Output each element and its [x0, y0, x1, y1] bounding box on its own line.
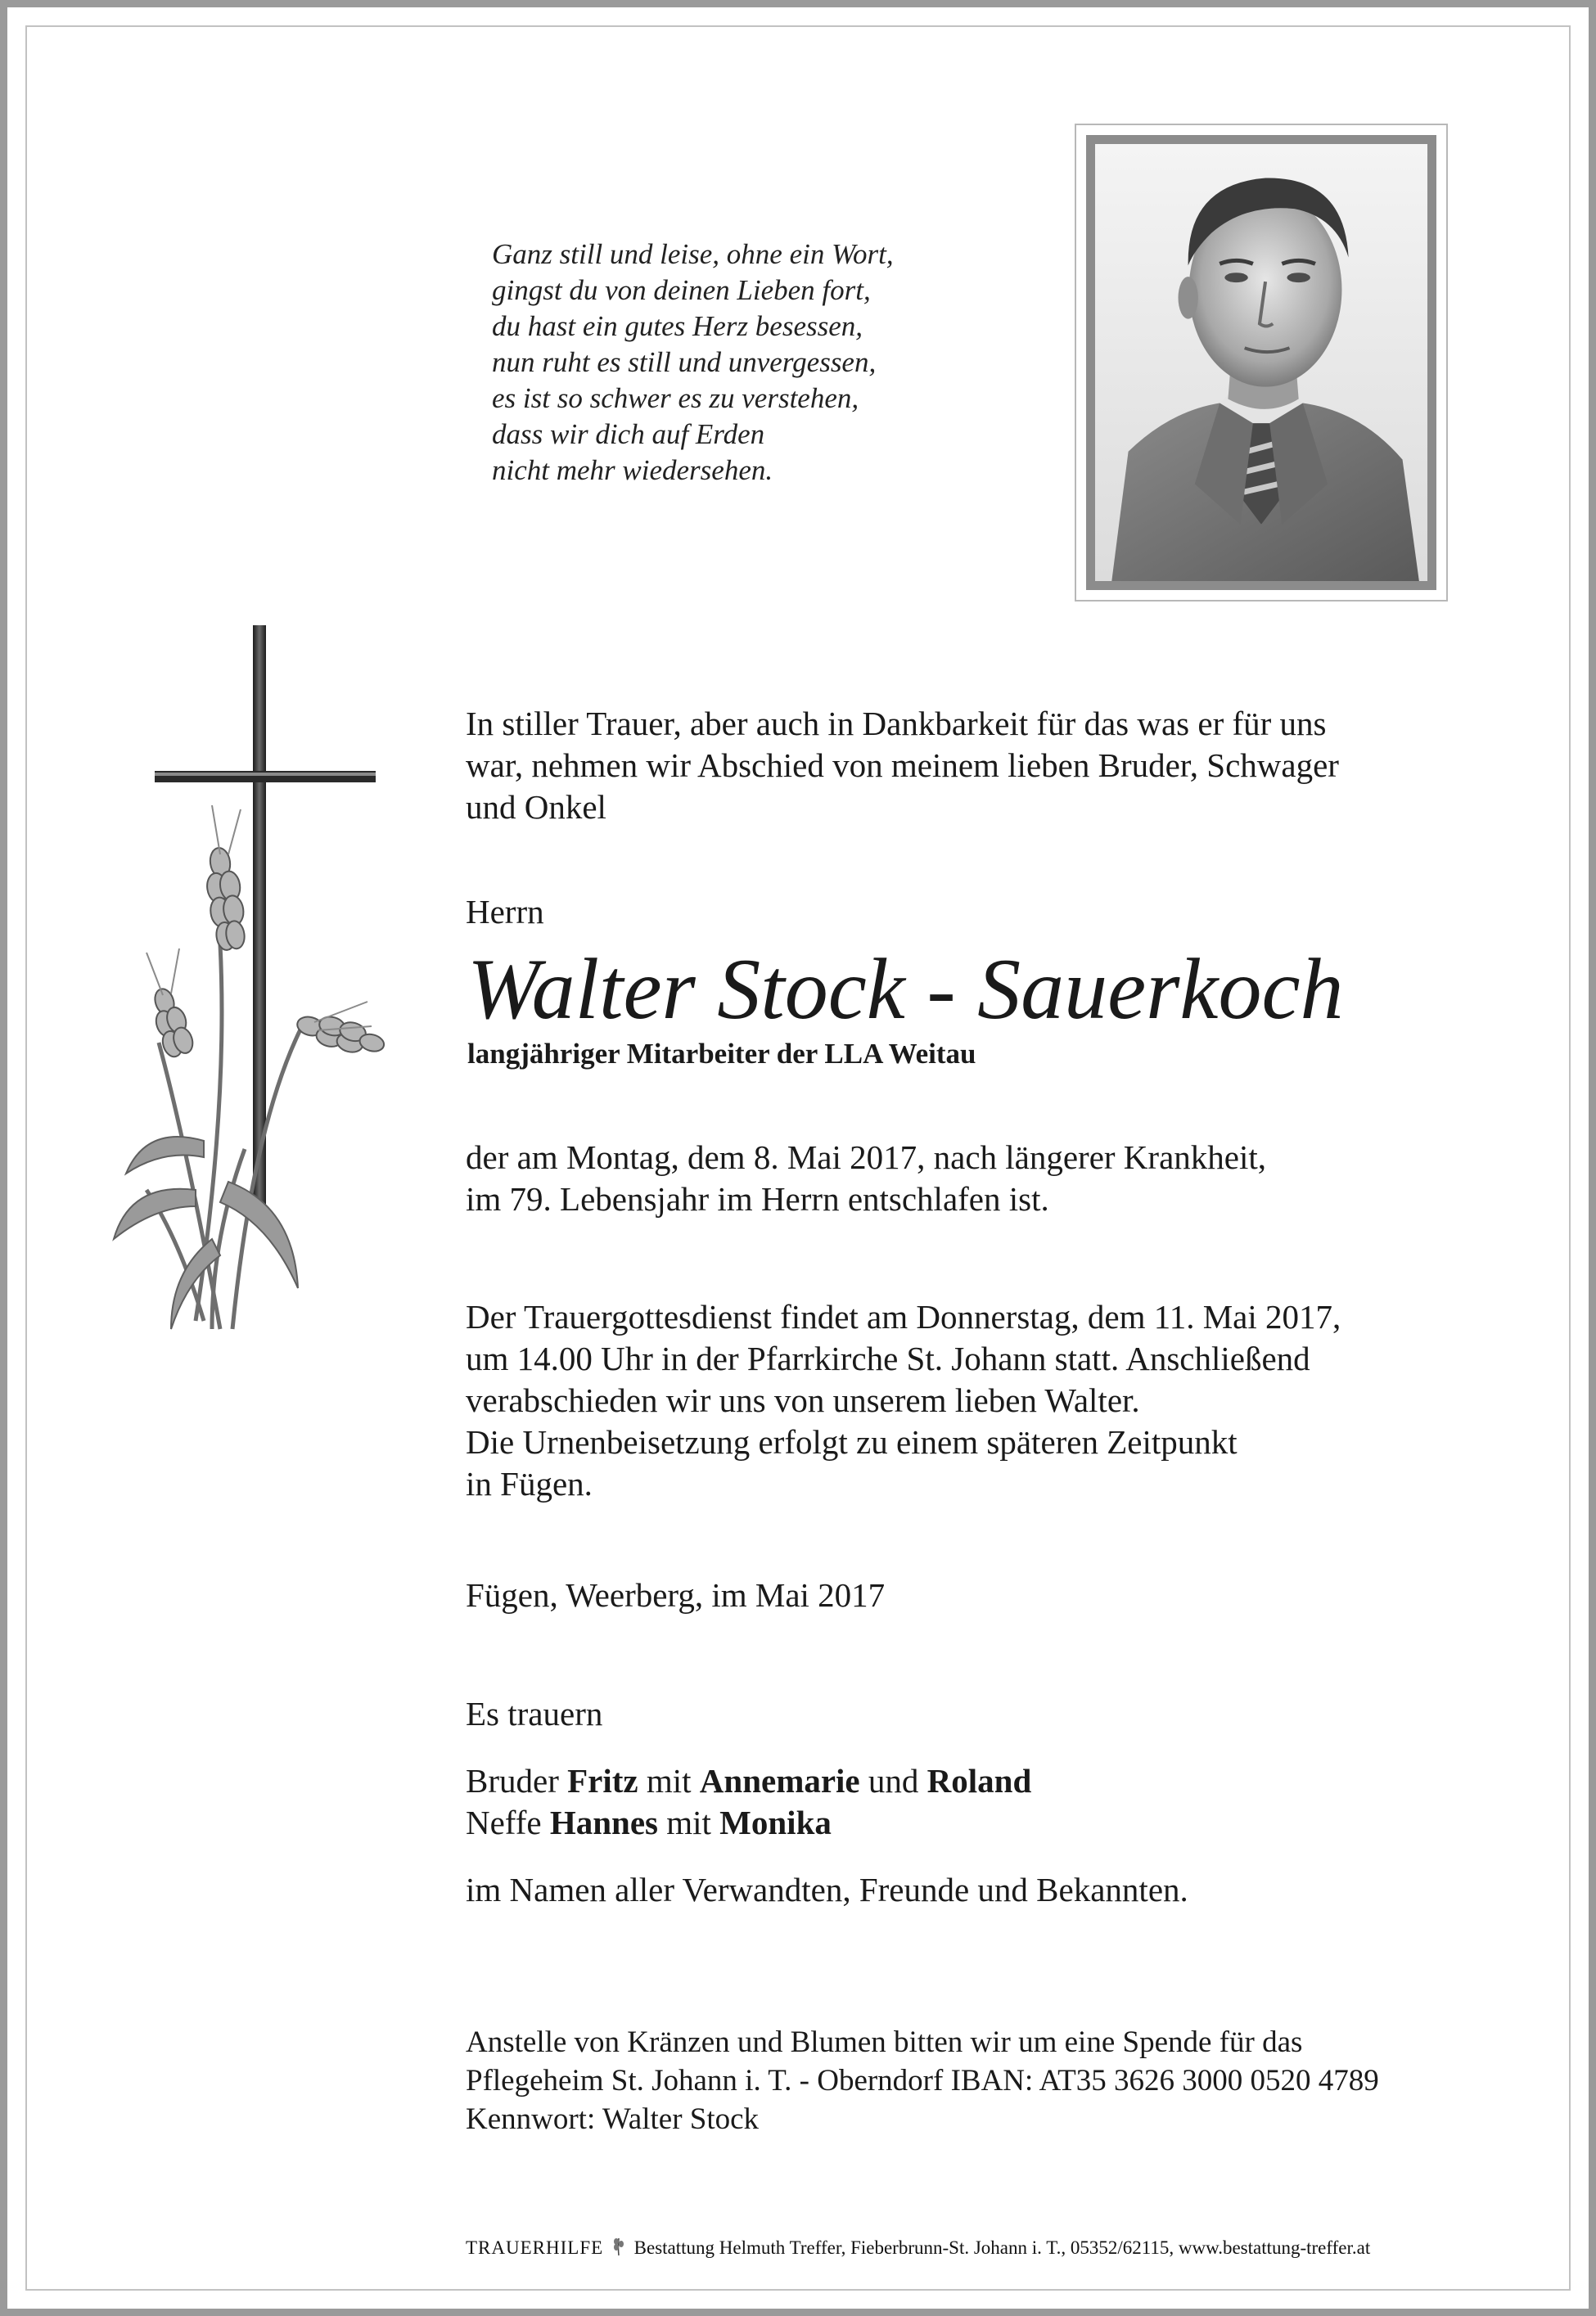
relation-text: Bruder — [466, 1762, 568, 1800]
mourner-name: Fritz — [567, 1762, 638, 1800]
service-line: Die Urnenbeisetzung erfolgt zu einem späteren Zeitpunkt — [466, 1423, 1238, 1461]
footer-brand: TRAUERHILFE — [466, 2237, 604, 2258]
poem-line: gingst du von deinen Lieben fort, — [492, 274, 871, 306]
intro-line: In stiller Trauer, aber auch in Dankbarkeit für das was er für uns — [466, 705, 1327, 742]
mourner-line — [466, 1760, 1031, 1802]
salutation: Herrn — [466, 893, 544, 930]
deceased-name: Walter Stock - Sauerkoch — [467, 941, 1344, 1037]
connector-text: mit — [638, 1762, 700, 1800]
death-notice — [466, 1137, 1266, 1220]
poem — [492, 237, 894, 489]
footer — [466, 2236, 1370, 2260]
donation-note — [466, 2023, 1379, 2138]
service-info — [466, 1296, 1341, 1505]
intro-text — [466, 703, 1339, 828]
footer-text: Bestattung Helmuth Treffer, Fieberbrunn-St. Johann i. T., 05352/62115, www.bestattung-treffer.at — [633, 2237, 1371, 2258]
portrait-photo-icon — [1095, 144, 1427, 581]
poem-line: nun ruht es still und unvergessen, — [492, 346, 877, 378]
donation-line: Kennwort: Walter Stock — [466, 2102, 760, 2136]
death-notice-line: im 79. Lebensjahr im Herrn entschlafen ist. — [466, 1180, 1049, 1218]
intro-line: und Onkel — [466, 788, 606, 826]
mourner-name: Roland — [926, 1762, 1032, 1800]
mourners-closing: im Namen aller Verwandten, Freunde und Bekannten. — [466, 1871, 1188, 1908]
service-line: Der Trauergottesdienst findet am Donnerstag, dem 11. Mai 2017, — [466, 1298, 1341, 1336]
death-notice-line: der am Montag, dem 8. Mai 2017, nach längerer Krankheit, — [466, 1138, 1266, 1176]
mourner-line — [466, 1802, 1031, 1844]
mourners-list — [466, 1760, 1031, 1844]
mourner-name: Hannes — [549, 1804, 658, 1841]
service-line: in Fügen. — [466, 1465, 593, 1503]
connector-text: und — [859, 1762, 927, 1800]
mourner-name: Annemarie — [699, 1762, 860, 1800]
service-line: verabschieden wir uns von unserem lieben Walter. — [466, 1381, 1140, 1419]
wheat-leaf-icon — [611, 2237, 626, 2256]
donation-line: Pflegeheim St. Johann i. T. - Oberndorf IBAN: AT35 3626 3000 0520 4789 — [466, 2064, 1379, 2097]
connector-text: mit — [657, 1804, 720, 1841]
mourners-heading: Es trauern — [466, 1695, 603, 1732]
poem-line: dass wir dich auf Erden — [492, 418, 765, 450]
portrait-frame — [1075, 124, 1448, 602]
poem-line: du hast ein gutes Herz besessen, — [492, 310, 863, 342]
mourner-name: Monika — [719, 1804, 832, 1841]
relation-text: Neffe — [466, 1804, 550, 1841]
cross-with-wheat-icon — [97, 617, 400, 1345]
deceased-subtitle: langjähriger Mitarbeiter der LLA Weitau — [467, 1038, 976, 1070]
portrait-photo — [1086, 135, 1436, 590]
poem-line: Ganz still und leise, ohne ein Wort, — [492, 238, 894, 270]
donation-line: Anstelle von Kränzen und Blumen bitten wir um eine Spende für das — [466, 2025, 1303, 2059]
poem-line: nicht mehr wiedersehen. — [492, 454, 773, 486]
poem-line: es ist so schwer es zu verstehen, — [492, 382, 859, 414]
place-date: Fügen, Weerberg, im Mai 2017 — [466, 1576, 886, 1614]
service-line: um 14.00 Uhr in der Pfarrkirche St. Johann statt. Anschließend — [466, 1340, 1310, 1377]
intro-line: war, nehmen wir Abschied von meinem lieben Bruder, Schwager — [466, 746, 1339, 784]
